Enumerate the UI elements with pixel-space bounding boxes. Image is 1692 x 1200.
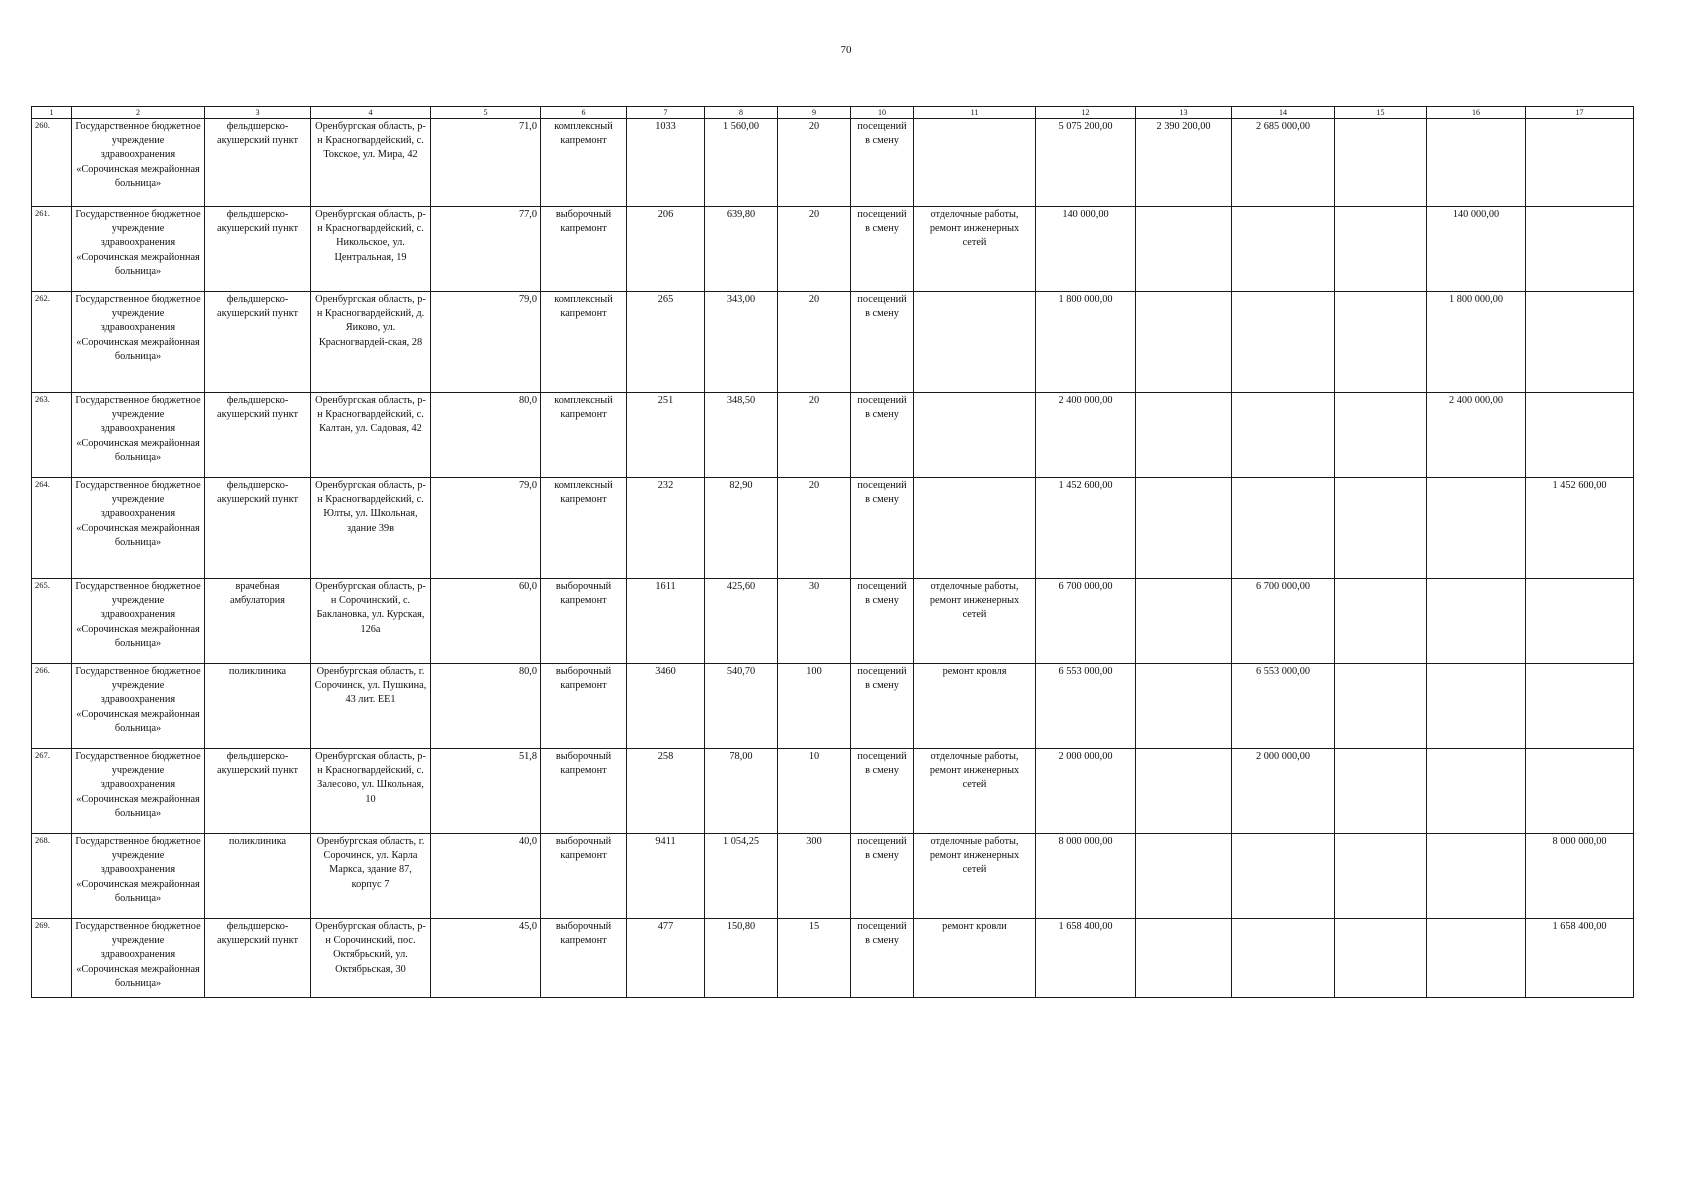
area-value: 78,00 — [705, 749, 778, 834]
column-number: 11 — [914, 107, 1036, 119]
institution-name: Государственное бюджетное учреждение здравоохранения «Сорочинская межрайонная больница» — [72, 834, 205, 919]
institution-name: Государственное бюджетное учреждение здравоохранения «Сорочинская межрайонная больница» — [72, 292, 205, 393]
table-row — [32, 834, 1634, 919]
wear-percent: 51,8 — [431, 749, 541, 834]
repair-kind: выборочный капремонт — [541, 919, 627, 998]
work-description: отделочные работы, ремонт инженерных сетей — [914, 207, 1036, 292]
capacity-unit: посещений в смену — [851, 478, 914, 579]
column-number: 15 — [1335, 107, 1427, 119]
facility-type: фельдшерско-акушерский пункт — [205, 119, 311, 207]
work-description — [914, 478, 1036, 579]
capacity-unit: посещений в смену — [851, 664, 914, 749]
column-number: 10 — [851, 107, 914, 119]
cost-col-17 — [1526, 664, 1634, 749]
address: Оренбургская область, р-н Красногвардейский, с. Токское, ул. Мира, 42 — [311, 119, 431, 207]
column-number: 12 — [1036, 107, 1136, 119]
address: Оренбургская область, г. Сорочинск, ул. Карла Маркса, здание 87, корпус 7 — [311, 834, 431, 919]
cost-col-17: 8 000 000,00 — [1526, 834, 1634, 919]
repair-kind: выборочный капремонт — [541, 664, 627, 749]
row-index: 268. — [32, 834, 72, 919]
table-row — [32, 207, 1634, 292]
wear-percent: 60,0 — [431, 579, 541, 664]
col-7-value: 1033 — [627, 119, 705, 207]
cost-col-17 — [1526, 749, 1634, 834]
row-index: 264. — [32, 478, 72, 579]
column-number: 9 — [778, 107, 851, 119]
address: Оренбургская область, р-н Сорочинский, с. Баклановка, ул. Курская, 126а — [311, 579, 431, 664]
capacity-unit: посещений в смену — [851, 749, 914, 834]
capacity-value: 20 — [778, 119, 851, 207]
cost-col-16 — [1427, 119, 1526, 207]
capacity-value: 15 — [778, 919, 851, 998]
table-row — [32, 919, 1634, 998]
facility-type: поликлиника — [205, 834, 311, 919]
repair-kind: выборочный капремонт — [541, 834, 627, 919]
column-number: 13 — [1136, 107, 1232, 119]
cost-col-13 — [1136, 207, 1232, 292]
table-row — [32, 119, 1634, 207]
facility-type: фельдшерско-акушерский пункт — [205, 393, 311, 478]
cost-col-16 — [1427, 579, 1526, 664]
area-value: 343,00 — [705, 292, 778, 393]
cost-col-14 — [1232, 292, 1335, 393]
cost-col-13: 2 390 200,00 — [1136, 119, 1232, 207]
column-number: 5 — [431, 107, 541, 119]
table-row — [32, 292, 1634, 393]
capacity-value: 100 — [778, 664, 851, 749]
total-cost: 6 700 000,00 — [1036, 579, 1136, 664]
column-number: 7 — [627, 107, 705, 119]
column-number: 14 — [1232, 107, 1335, 119]
capacity-value: 20 — [778, 478, 851, 579]
row-index: 263. — [32, 393, 72, 478]
area-value: 1 054,25 — [705, 834, 778, 919]
cost-col-14: 6 700 000,00 — [1232, 579, 1335, 664]
col-7-value: 265 — [627, 292, 705, 393]
table-row — [32, 478, 1634, 579]
cost-col-17 — [1526, 393, 1634, 478]
capacity-value: 20 — [778, 292, 851, 393]
column-number: 3 — [205, 107, 311, 119]
total-cost: 1 658 400,00 — [1036, 919, 1136, 998]
cost-col-13 — [1136, 292, 1232, 393]
cost-col-14: 6 553 000,00 — [1232, 664, 1335, 749]
row-index: 261. — [32, 207, 72, 292]
area-value: 150,80 — [705, 919, 778, 998]
table-row — [32, 579, 1634, 664]
total-cost: 2 400 000,00 — [1036, 393, 1136, 478]
capacity-value: 10 — [778, 749, 851, 834]
capacity-unit: посещений в смену — [851, 393, 914, 478]
cost-col-14 — [1232, 919, 1335, 998]
wear-percent: 71,0 — [431, 119, 541, 207]
total-cost: 2 000 000,00 — [1036, 749, 1136, 834]
col-7-value: 206 — [627, 207, 705, 292]
col-7-value: 258 — [627, 749, 705, 834]
cost-col-13 — [1136, 664, 1232, 749]
total-cost: 5 075 200,00 — [1036, 119, 1136, 207]
column-number: 2 — [72, 107, 205, 119]
col-7-value: 9411 — [627, 834, 705, 919]
facilities-table — [31, 106, 1634, 998]
row-index: 269. — [32, 919, 72, 998]
cost-col-15 — [1335, 749, 1427, 834]
cost-col-17 — [1526, 119, 1634, 207]
cost-col-17 — [1526, 579, 1634, 664]
table-row — [32, 393, 1634, 478]
cost-col-17 — [1526, 207, 1634, 292]
facility-type: поликлиника — [205, 664, 311, 749]
cost-col-16: 140 000,00 — [1427, 207, 1526, 292]
cost-col-15 — [1335, 393, 1427, 478]
cost-col-15 — [1335, 664, 1427, 749]
row-index: 267. — [32, 749, 72, 834]
area-value: 540,70 — [705, 664, 778, 749]
table-row — [32, 749, 1634, 834]
cost-col-16 — [1427, 834, 1526, 919]
col-7-value: 1611 — [627, 579, 705, 664]
col-7-value: 232 — [627, 478, 705, 579]
capacity-unit: посещений в смену — [851, 119, 914, 207]
work-description — [914, 292, 1036, 393]
wear-percent: 79,0 — [431, 478, 541, 579]
repair-kind: выборочный капремонт — [541, 207, 627, 292]
repair-kind: комплексный капремонт — [541, 478, 627, 579]
column-number-row — [32, 107, 1634, 119]
capacity-unit: посещений в смену — [851, 207, 914, 292]
total-cost: 6 553 000,00 — [1036, 664, 1136, 749]
column-number: 17 — [1526, 107, 1634, 119]
address: Оренбургская область, р-н Красногвардейский, с. Залесово, ул. Школьная, 10 — [311, 749, 431, 834]
total-cost: 1 800 000,00 — [1036, 292, 1136, 393]
cost-col-15 — [1335, 919, 1427, 998]
address: Оренбургская область, г. Сорочинск, ул. Пушкина, 43 лит. ЕЕ1 — [311, 664, 431, 749]
address: Оренбургская область, р-н Красногвардейский, д. Яиково, ул. Красногвардей-ская, 28 — [311, 292, 431, 393]
cost-col-14 — [1232, 207, 1335, 292]
total-cost: 140 000,00 — [1036, 207, 1136, 292]
cost-col-17: 1 452 600,00 — [1526, 478, 1634, 579]
facility-type: фельдшерско-акушерский пункт — [205, 478, 311, 579]
column-number: 16 — [1427, 107, 1526, 119]
institution-name: Государственное бюджетное учреждение здравоохранения «Сорочинская межрайонная больница» — [72, 919, 205, 998]
area-value: 639,80 — [705, 207, 778, 292]
address: Оренбургская область, р-н Красногвардейский, с. Юлты, ул. Школьная, здание 39в — [311, 478, 431, 579]
facility-type: врачебная амбулатория — [205, 579, 311, 664]
row-index: 260. — [32, 119, 72, 207]
work-description: ремонт кровли — [914, 919, 1036, 998]
repair-kind: комплексный капремонт — [541, 393, 627, 478]
institution-name: Государственное бюджетное учреждение здравоохранения «Сорочинская межрайонная больница» — [72, 579, 205, 664]
work-description: отделочные работы, ремонт инженерных сетей — [914, 579, 1036, 664]
cost-col-17 — [1526, 292, 1634, 393]
cost-col-16: 1 800 000,00 — [1427, 292, 1526, 393]
cost-col-14 — [1232, 393, 1335, 478]
cost-col-14 — [1232, 834, 1335, 919]
capacity-value: 300 — [778, 834, 851, 919]
address: Оренбургская область, р-н Красногвардейский, с. Калтан, ул. Садовая, 42 — [311, 393, 431, 478]
repair-kind: комплексный капремонт — [541, 292, 627, 393]
cost-col-15 — [1335, 834, 1427, 919]
work-description: ремонт кровля — [914, 664, 1036, 749]
cost-col-13 — [1136, 834, 1232, 919]
repair-kind: выборочный капремонт — [541, 579, 627, 664]
cost-col-13 — [1136, 393, 1232, 478]
wear-percent: 79,0 — [431, 292, 541, 393]
column-number: 6 — [541, 107, 627, 119]
page-number: 70 — [840, 44, 852, 56]
cost-col-14: 2 000 000,00 — [1232, 749, 1335, 834]
cost-col-16 — [1427, 664, 1526, 749]
facility-type: фельдшерско-акушерский пункт — [205, 749, 311, 834]
area-value: 82,90 — [705, 478, 778, 579]
col-7-value: 251 — [627, 393, 705, 478]
facility-type: фельдшерско-акушерский пункт — [205, 919, 311, 998]
cost-col-13 — [1136, 579, 1232, 664]
capacity-unit: посещений в смену — [851, 579, 914, 664]
capacity-value: 20 — [778, 393, 851, 478]
cost-col-15 — [1335, 292, 1427, 393]
area-value: 425,60 — [705, 579, 778, 664]
cost-col-15 — [1335, 579, 1427, 664]
institution-name: Государственное бюджетное учреждение здравоохранения «Сорочинская межрайонная больница» — [72, 119, 205, 207]
cost-col-13 — [1136, 478, 1232, 579]
institution-name: Государственное бюджетное учреждение здравоохранения «Сорочинская межрайонная больница» — [72, 478, 205, 579]
cost-col-17: 1 658 400,00 — [1526, 919, 1634, 998]
capacity-value: 20 — [778, 207, 851, 292]
column-number: 8 — [705, 107, 778, 119]
wear-percent: 77,0 — [431, 207, 541, 292]
total-cost: 1 452 600,00 — [1036, 478, 1136, 579]
cost-col-14: 2 685 000,00 — [1232, 119, 1335, 207]
cost-col-13 — [1136, 919, 1232, 998]
institution-name: Государственное бюджетное учреждение здравоохранения «Сорочинская межрайонная больница» — [72, 749, 205, 834]
row-index: 262. — [32, 292, 72, 393]
facility-type: фельдшерско-акушерский пункт — [205, 207, 311, 292]
capacity-unit: посещений в смену — [851, 919, 914, 998]
work-description — [914, 393, 1036, 478]
cost-col-16 — [1427, 919, 1526, 998]
column-number: 4 — [311, 107, 431, 119]
table-row — [32, 664, 1634, 749]
capacity-unit: посещений в смену — [851, 292, 914, 393]
cost-col-16 — [1427, 478, 1526, 579]
cost-col-16 — [1427, 749, 1526, 834]
col-7-value: 477 — [627, 919, 705, 998]
capacity-unit: посещений в смену — [851, 834, 914, 919]
repair-kind: комплексный капремонт — [541, 119, 627, 207]
address: Оренбургская область, р-н Сорочинский, пос. Октябрьский, ул. Октябрьская, 30 — [311, 919, 431, 998]
cost-col-13 — [1136, 749, 1232, 834]
area-value: 348,50 — [705, 393, 778, 478]
work-description: отделочные работы, ремонт инженерных сетей — [914, 749, 1036, 834]
col-7-value: 3460 — [627, 664, 705, 749]
work-description — [914, 119, 1036, 207]
cost-col-16: 2 400 000,00 — [1427, 393, 1526, 478]
institution-name: Государственное бюджетное учреждение здравоохранения «Сорочинская межрайонная больница» — [72, 664, 205, 749]
cost-col-15 — [1335, 119, 1427, 207]
cost-col-15 — [1335, 478, 1427, 579]
work-description: отделочные работы, ремонт инженерных сетей — [914, 834, 1036, 919]
institution-name: Государственное бюджетное учреждение здравоохранения «Сорочинская межрайонная больница» — [72, 207, 205, 292]
facility-type: фельдшерско-акушерский пункт — [205, 292, 311, 393]
capacity-value: 30 — [778, 579, 851, 664]
repair-kind: выборочный капремонт — [541, 749, 627, 834]
total-cost: 8 000 000,00 — [1036, 834, 1136, 919]
wear-percent: 80,0 — [431, 664, 541, 749]
column-number: 1 — [32, 107, 72, 119]
institution-name: Государственное бюджетное учреждение здравоохранения «Сорочинская межрайонная больница» — [72, 393, 205, 478]
wear-percent: 45,0 — [431, 919, 541, 998]
address: Оренбургская область, р-н Красногвардейский, с. Никольское, ул. Центральная, 19 — [311, 207, 431, 292]
row-index: 265. — [32, 579, 72, 664]
wear-percent: 80,0 — [431, 393, 541, 478]
cost-col-14 — [1232, 478, 1335, 579]
row-index: 266. — [32, 664, 72, 749]
area-value: 1 560,00 — [705, 119, 778, 207]
wear-percent: 40,0 — [431, 834, 541, 919]
cost-col-15 — [1335, 207, 1427, 292]
